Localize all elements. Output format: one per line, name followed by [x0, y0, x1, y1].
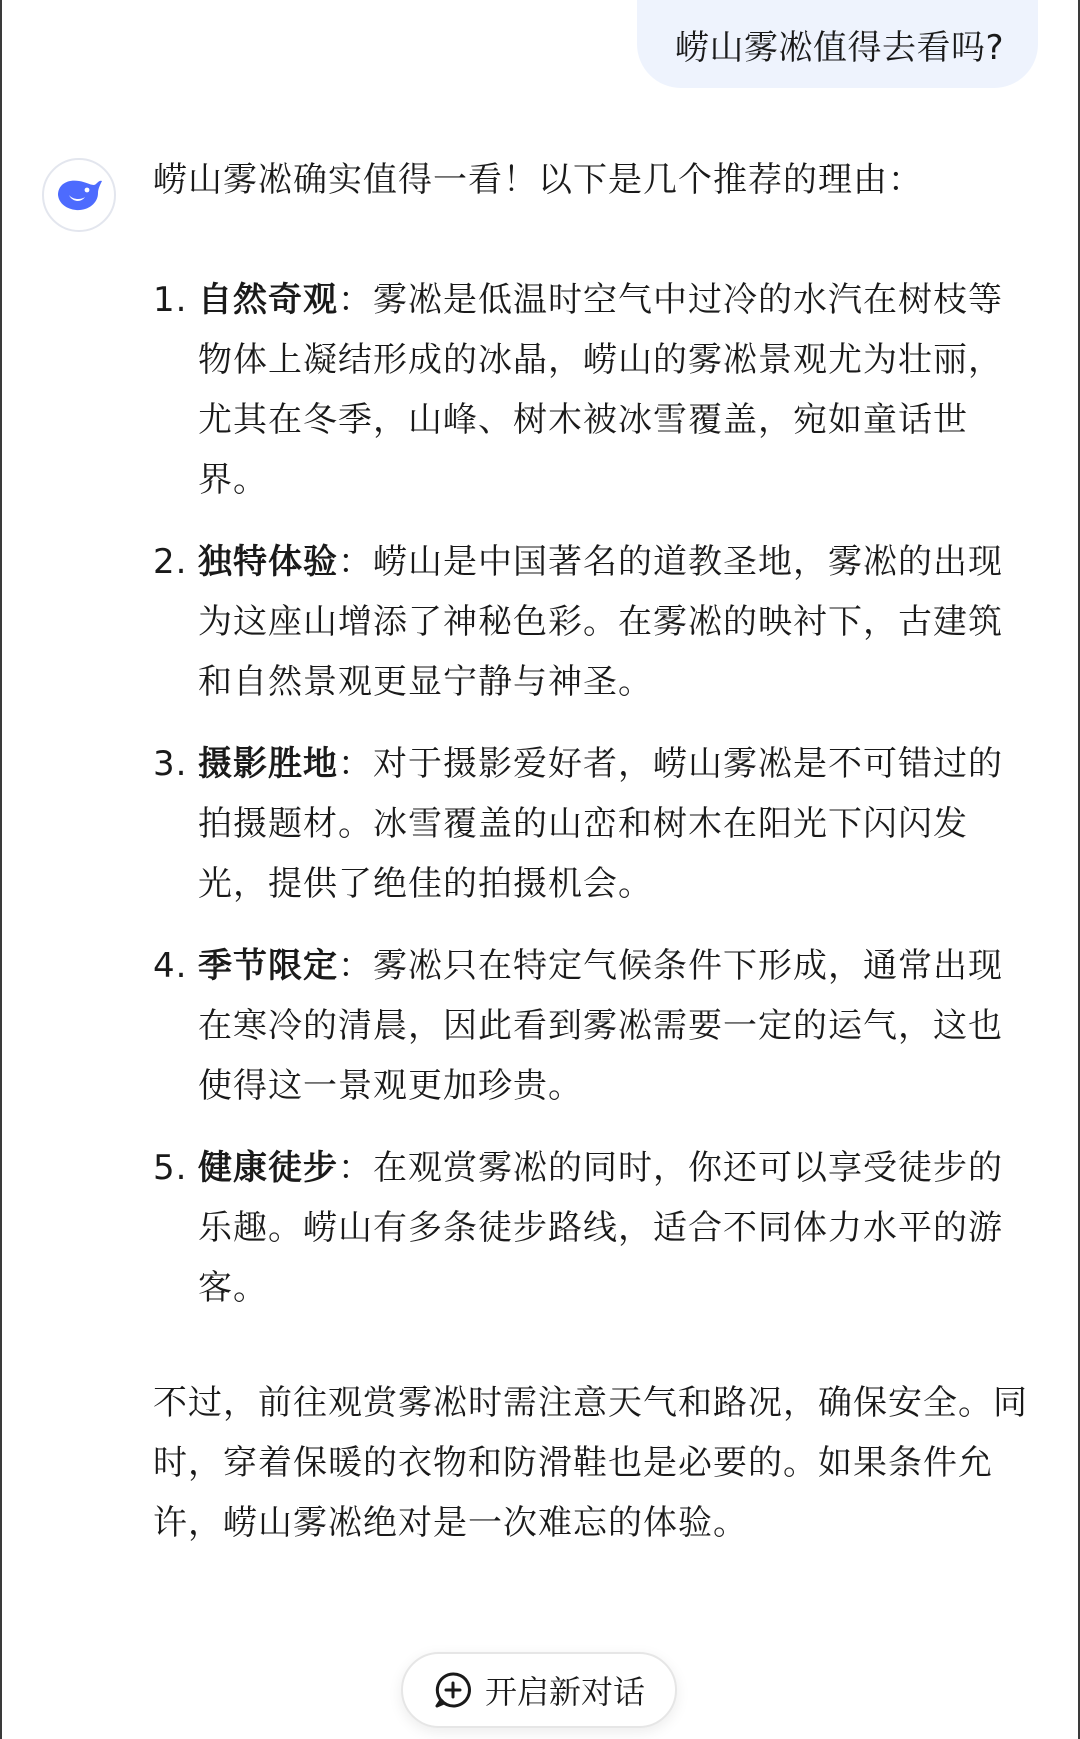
- answer-outro: 不过，前往观赏雾凇时需注意天气和路况，确保安全。同时，穿着保暖的衣物和防滑鞋也是必要的。如果条件允许，崂山雾凇绝对是一次难忘的体验。: [153, 1383, 1028, 1543]
- list-item-number: 2.: [153, 542, 188, 582]
- new-chat-button[interactable]: [401, 1652, 677, 1728]
- list-item: [153, 936, 1033, 1116]
- list-item: [153, 1138, 1033, 1318]
- list-item-text: 雾凇是低温时空气中过冷的水汽在树枝等物体上凝结形成的冰晶，崂山的雾凇景观尤为壮丽，尤其在冬季，山峰、树木被冰雪覆盖，宛如童话世界。: [198, 280, 1003, 500]
- reason-list: [153, 270, 1033, 1318]
- assistant-avatar: [42, 158, 116, 232]
- user-message-text: 崂山雾凇值得去看吗?: [674, 27, 1004, 68]
- list-item-text: 对于摄影爱好者，崂山雾凇是不可错过的拍摄题材。冰雪覆盖的山峦和树木在阳光下闪闪发光，提供了绝佳的拍摄机会。: [198, 744, 1003, 904]
- list-item-colon: ：: [338, 946, 373, 986]
- user-message-bubble: [637, 0, 1038, 88]
- list-item-colon: ：: [338, 1148, 373, 1188]
- list-item-text: 崂山是中国著名的道教圣地，雾凇的出现为这座山增添了神秘色彩。在雾凇的映衬下，古建筑和自然景观更显宁静与神圣。: [198, 542, 1003, 702]
- list-item: [153, 270, 1033, 510]
- plus-circle-icon: [433, 1670, 473, 1710]
- list-item-colon: ：: [338, 280, 373, 320]
- list-item: [153, 532, 1033, 712]
- list-item-number: 3.: [153, 744, 188, 784]
- new-chat-label: 开启新对话: [484, 1673, 645, 1711]
- list-item-number: 4.: [153, 946, 188, 986]
- list-item-number: 5.: [153, 1148, 188, 1188]
- list-item: [153, 734, 1033, 914]
- list-item-title: 健康徒步: [198, 1148, 338, 1188]
- list-item-title: 摄影胜地: [198, 744, 338, 784]
- list-item-text: 雾凇只在特定气候条件下形成，通常出现在寒冷的清晨，因此看到雾凇需要一定的运气，这也使得这一景观更加珍贵。: [198, 946, 1003, 1106]
- list-item-text: 在观赏雾凇的同时，你还可以享受徒步的乐趣。崂山有多条徒步路线，适合不同体力水平的游客。: [198, 1148, 1003, 1308]
- list-item-colon: ：: [338, 542, 373, 582]
- whale-logo-icon: [54, 175, 104, 215]
- list-item-title: 季节限定: [198, 946, 338, 986]
- assistant-message: [153, 150, 1033, 1553]
- list-item-title: 自然奇观: [198, 280, 338, 320]
- answer-intro: 崂山雾凇确实值得一看！以下是几个推荐的理由：: [153, 160, 923, 200]
- list-item-title: 独特体验: [198, 542, 338, 582]
- list-item-colon: ：: [338, 744, 373, 784]
- frame-border-left: [0, 0, 2, 1739]
- list-item-number: 1.: [153, 280, 188, 320]
